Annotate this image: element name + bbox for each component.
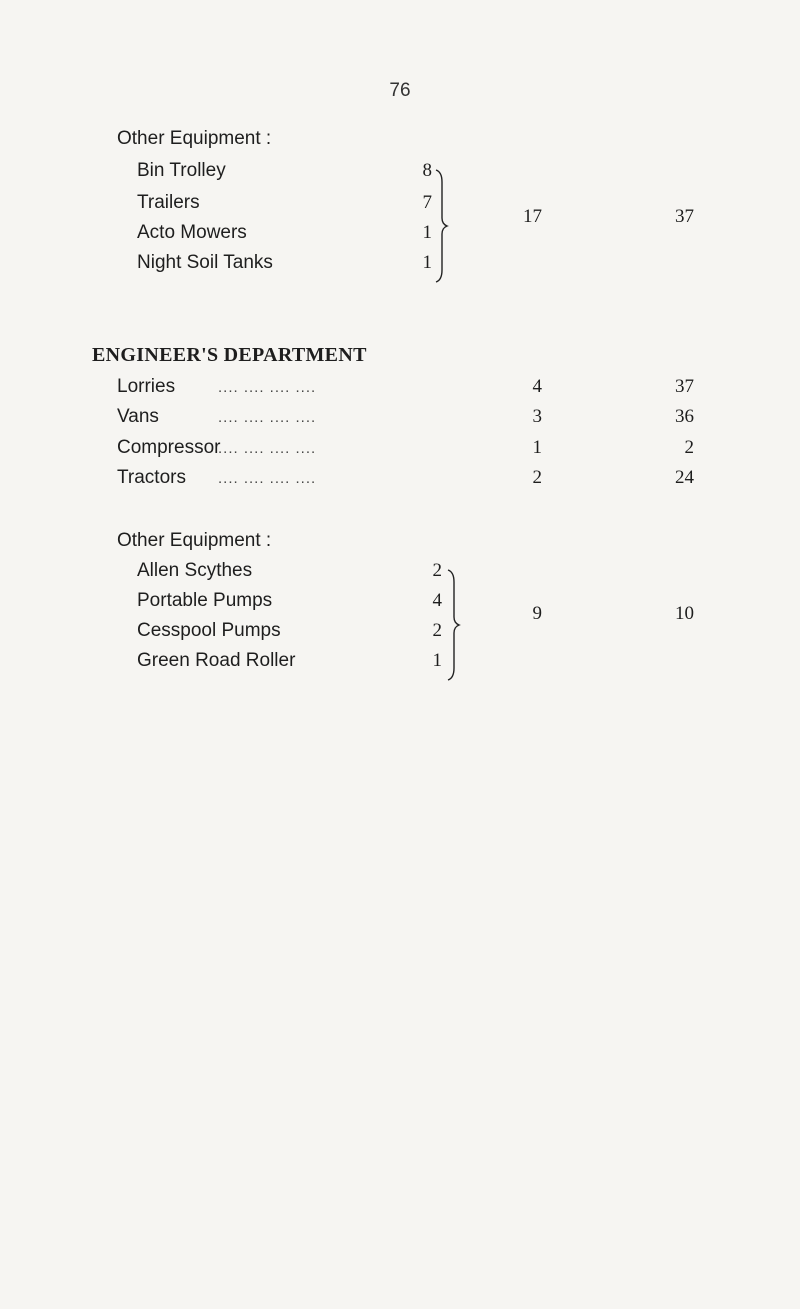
section-heading: Other Equipment : (117, 530, 272, 551)
item-label: Acto Mowers (137, 222, 247, 243)
row-col2: 36 (675, 406, 694, 427)
row-label: Compressor (117, 437, 221, 458)
item-label: Bin Trolley (137, 160, 226, 181)
dot-leaders: .... .... .... .... (218, 470, 317, 487)
table-row (0, 376, 800, 404)
row-label: Tractors (117, 467, 186, 488)
item-label: Night Soil Tanks (137, 252, 273, 273)
item-label: Portable Pumps (137, 590, 273, 611)
item-count: 4 (432, 590, 442, 611)
list-item (0, 650, 800, 678)
row-label: Lorries (117, 376, 176, 397)
list-item (0, 252, 800, 280)
item-count: 2 (432, 620, 442, 641)
row-col1: 3 (532, 406, 542, 427)
row-col1: 1 (532, 437, 542, 458)
dot-leaders: .... .... .... .... (218, 409, 317, 426)
item-label: Cesspool Pumps (137, 620, 281, 641)
group-total-1: 17 (523, 206, 542, 227)
row-col2: 24 (675, 467, 694, 488)
right-brace (432, 166, 456, 286)
dot-leaders: .... .... .... .... (218, 379, 317, 396)
row-col1: 2 (532, 467, 542, 488)
group-total-2: 37 (675, 206, 694, 227)
section-heading: Other Equipment : (117, 128, 272, 149)
row-col1: 4 (532, 376, 542, 397)
item-label: Trailers (137, 192, 200, 213)
right-brace (444, 566, 468, 684)
item-count: 7 (422, 192, 432, 213)
list-item (0, 560, 800, 588)
section-heading: ENGINEER'S DEPARTMENT (92, 344, 367, 366)
item-count: 1 (432, 650, 442, 671)
row-col2: 37 (675, 376, 694, 397)
item-label: Allen Scythes (137, 560, 253, 581)
row-label: Vans (117, 406, 159, 427)
item-count: 1 (422, 222, 432, 243)
table-row (0, 406, 800, 434)
row-col2: 2 (684, 437, 694, 458)
item-count: 8 (422, 160, 432, 181)
group-total-2: 10 (675, 603, 694, 624)
table-row (0, 467, 800, 495)
page-number: 76 (389, 80, 411, 101)
dot-leaders: .... .... .... .... (218, 440, 317, 457)
item-count: 1 (422, 252, 432, 273)
group-total-1: 9 (532, 603, 542, 624)
item-label: Green Road Roller (137, 650, 296, 671)
table-row (0, 437, 800, 465)
list-item (0, 160, 800, 188)
item-count: 2 (432, 560, 442, 581)
